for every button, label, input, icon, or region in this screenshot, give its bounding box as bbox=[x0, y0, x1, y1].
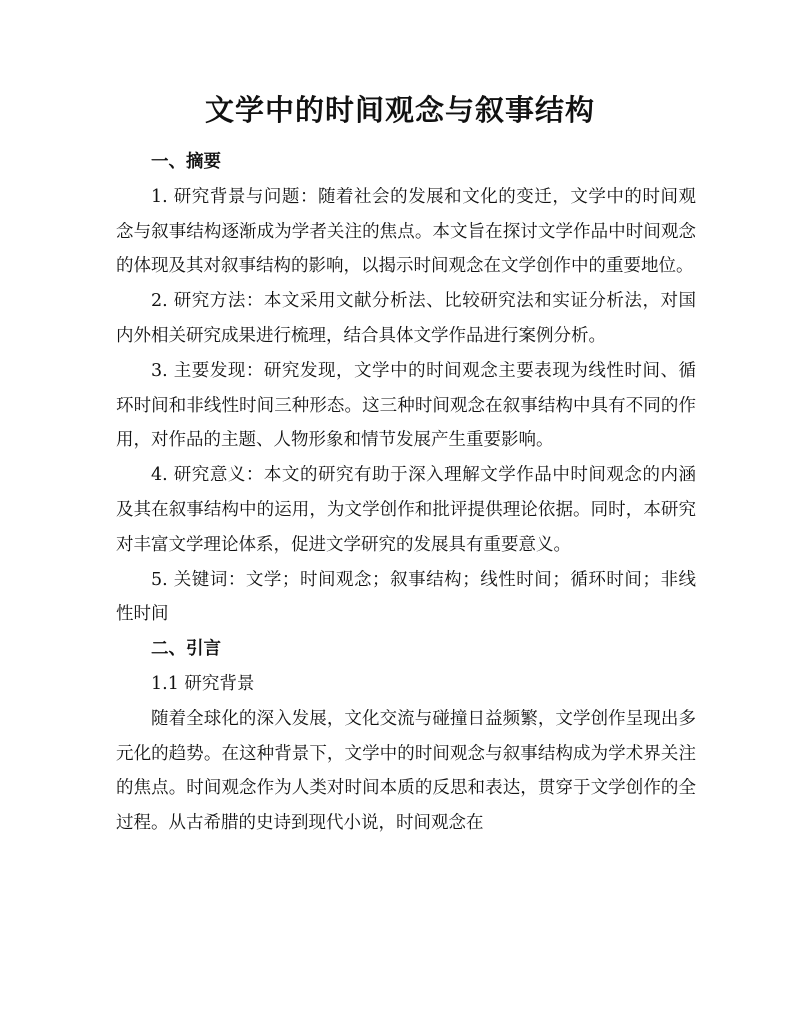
section-heading-introduction: 二、引言 bbox=[151, 639, 221, 660]
abstract-item-methods: 2. 研究方法：本文采用文献分析法、比较研究法和实证分析法，对国内外相关研究成果进行梳理，结合具体文学作品进行案例分析。 bbox=[116, 291, 696, 346]
abstract-item-keywords: 5. 关键词：文学；时间观念；叙事结构；线性时间；循环时间；非线性时间 bbox=[116, 569, 696, 625]
abstract-item-findings: 3. 主要发现：研究发现，文学中的时间观念主要表现为线性时间、循环时间和非线性时间三种形态。这三种时间观念在叙事结构中具有不同的作用，对作品的主题、人物形象和情节发展产生重要影响。 bbox=[116, 360, 696, 451]
document-title: 文学中的时间观念与叙事结构 bbox=[204, 93, 595, 127]
introduction-paragraph: 随着全球化的深入发展，文化交流与碰撞日益频繁，文学创作呈现出多元化的趋势。在这种背景下，文学中的时间观念与叙事结构成为学术界关注的焦点。时间观念作为人类对时间本质的反思和表达，贯穿于文学创作的全过程。从古希腊的史诗到现代小说，时间观念在 bbox=[116, 708, 696, 834]
section-heading-abstract: 一、摘要 bbox=[151, 152, 221, 172]
abstract-item-background: 1. 研究背景与问题：随着社会的发展和文化的变迁，文学中的时间观念与叙事结构逐渐成为学者关注的焦点。本文旨在探讨文学作品中时间观念的体现及其对叙事结构的影响，以揭示时间观念在文学创作中的重要地位。 bbox=[116, 186, 696, 277]
subsection-heading-background: 1.1 研究背景 bbox=[151, 673, 255, 694]
abstract-item-significance: 4. 研究意义：本文的研究有助于深入理解文学作品中时间观念的内涵及其在叙事结构中的运用，为文学创作和批评提供理论依据。同时，本研究对丰富文学理论体系，促进文学研究的发展具有重要意义。 bbox=[116, 465, 696, 555]
document-body bbox=[116, 145, 696, 841]
